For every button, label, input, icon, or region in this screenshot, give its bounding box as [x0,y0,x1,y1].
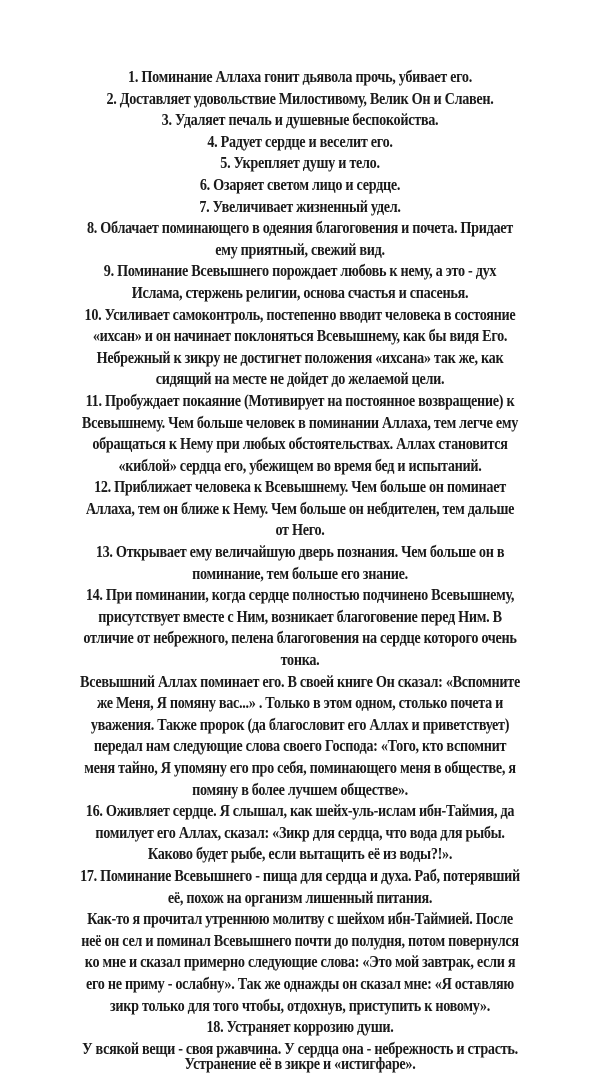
paragraph-4 [0,131,600,153]
paragraph-9 [0,260,600,303]
text-line: Как-то я прочитал утреннюю молитву с шейхом ибн-Таймией. После [87,909,513,929]
text-line: сидящий на месте не дойдет до желаемой цели. [155,369,445,389]
text-line: Устранение её в зикре и «истигфаре». [184,1054,416,1074]
text-line: 2. Доставляет удовольствие Милостивому, Велик Он и Славен. [106,88,494,108]
text-line: 17. Поминание Всевышнего - пища для сердца и духа. Раб, потерявший [80,865,520,885]
paragraph-3 [0,109,600,131]
paragraph-17 [0,865,600,908]
text-line: от Него. [275,520,325,540]
text-line: 11. Пробуждает покаяние (Мотивирует на постоянное возвращение) к [85,390,515,410]
paragraph-12 [0,476,600,541]
paragraph-15 [0,671,600,801]
text-line: уважения. Также пророк (да благословит его Аллах и приветствует) [90,714,510,734]
paragraph-17-anecdote [0,908,600,1016]
text-line: тонка. [280,650,320,670]
paragraph-13 [0,541,600,584]
text-line: 18. Устраняет коррозию души. [206,1017,394,1037]
document-body [0,66,600,1075]
text-line: Каково будет рыбе, если вытащить её из воды?!». [147,844,453,864]
text-line: «киблой» сердца его, убежищем во время бед и испытаний. [118,455,482,475]
text-line: 6. Озаряет светом лицо и сердце. [199,174,401,194]
paragraph-1 [0,66,600,88]
text-line: 13. Открывает ему величайшую дверь познания. Чем больше он в [95,542,505,562]
text-line: 9. Поминание Всевышнего порождает любовь к нему, а это - дух [103,261,497,281]
text-line: 14. При поминании, когда сердце полностью подчинено Всевышнему, [85,585,515,605]
paragraph-7 [0,196,600,218]
text-line: ему приятный, свежий вид. [215,239,385,259]
text-line: Ислама, стержень религии, основа счастья и спасенья. [131,282,469,302]
paragraph-5 [0,152,600,174]
paragraph-18-explanation [0,1038,600,1075]
text-line: отличие от небрежного, пелена благоговения на сердце которого очень [83,628,517,648]
text-line: его не приму - ослабну». Так же однажды он сказал мне: «Я оставляю [86,973,514,993]
text-line: 4. Радует сердце и веселит его. [207,131,393,151]
text-line: Аллаха, тем он ближе к Нему. Чем больше он небдителен, тем дальше [85,498,515,518]
paragraph-11 [0,390,600,476]
paragraph-2 [0,88,600,110]
text-line: «ихсан» и он начинает поклоняться Всевышнему, как бы видя Его. [92,326,508,346]
text-line: помяну в более лучшем обществе». [192,779,408,799]
text-line: Небрежный к зикру не достигнет положения «ихсана» так же, как [96,347,504,367]
text-line: 10. Усиливает самоконтроль, постепенно вводит человека в состояние [84,304,516,324]
text-line: Всевышнему. Чем больше человек в поминании Аллаха, тем легче ему [81,412,519,432]
text-line: обращаться к Нему при любых обстоятельствах. Аллах становится [92,434,508,454]
paragraph-16 [0,800,600,865]
paragraph-18 [0,1016,600,1038]
text-line: 16. Оживляет сердце. Я слышал, как шейх-уль-ислам ибн-Таймия, да [85,801,515,821]
text-line: меня тайно, Я упомяну его про себя, поминающего меня в обществе, я [84,758,516,777]
text-line: 3. Удаляет печаль и душевные беспокойства. [161,110,439,130]
text-line: 7. Увеличивает жизненный удел. [199,196,401,216]
text-line: помилует его Аллах, сказал: «Зикр для сердца, что вода для рыбы. [95,822,505,842]
text-line: передал нам следующие слова своего Господа: «Того, кто вспомнит [93,736,507,756]
text-line: неё он сел и поминал Всевышнего почти до полудня, потом повернулся [81,930,519,950]
paragraph-14 [0,584,600,670]
text-line: присутствует вместе с Ним, возникает благоговение перед Ним. В [98,606,502,626]
text-line: 1. Поминание Аллаха гонит дьявола прочь, убивает его. [128,67,472,86]
paragraph-8 [0,217,600,260]
text-line: Всевышний Аллах поминает его. В своей книге Он сказал: «Вспомните [80,671,520,691]
text-line: ко мне и сказал примерно следующие слова: «Это мой завтрак, если я [84,952,516,972]
text-line: 12. Приближает человека к Всевышнему. Чем больше он поминает [94,477,506,497]
text-line: поминание, тем больше его знание. [192,563,408,583]
text-line: же Меня, Я помяну вас...» . Только в этом одном, столько почета и [96,693,504,713]
text-line: 8. Облачает поминающего в одеяния благоговения и почета. Придает [87,218,513,238]
text-line: зикр только для того чтобы, отдохнув, приступить к новому». [110,995,490,1015]
text-line: У всякой вещи - своя ржавчина. У сердца она - небрежность и страсть. [82,1038,518,1058]
text-line: 5. Укрепляет душу и тело. [220,153,380,173]
paragraph-10 [0,304,600,390]
text-line: её, похож на организм лишенный питания. [167,887,433,907]
paragraph-6 [0,174,600,196]
